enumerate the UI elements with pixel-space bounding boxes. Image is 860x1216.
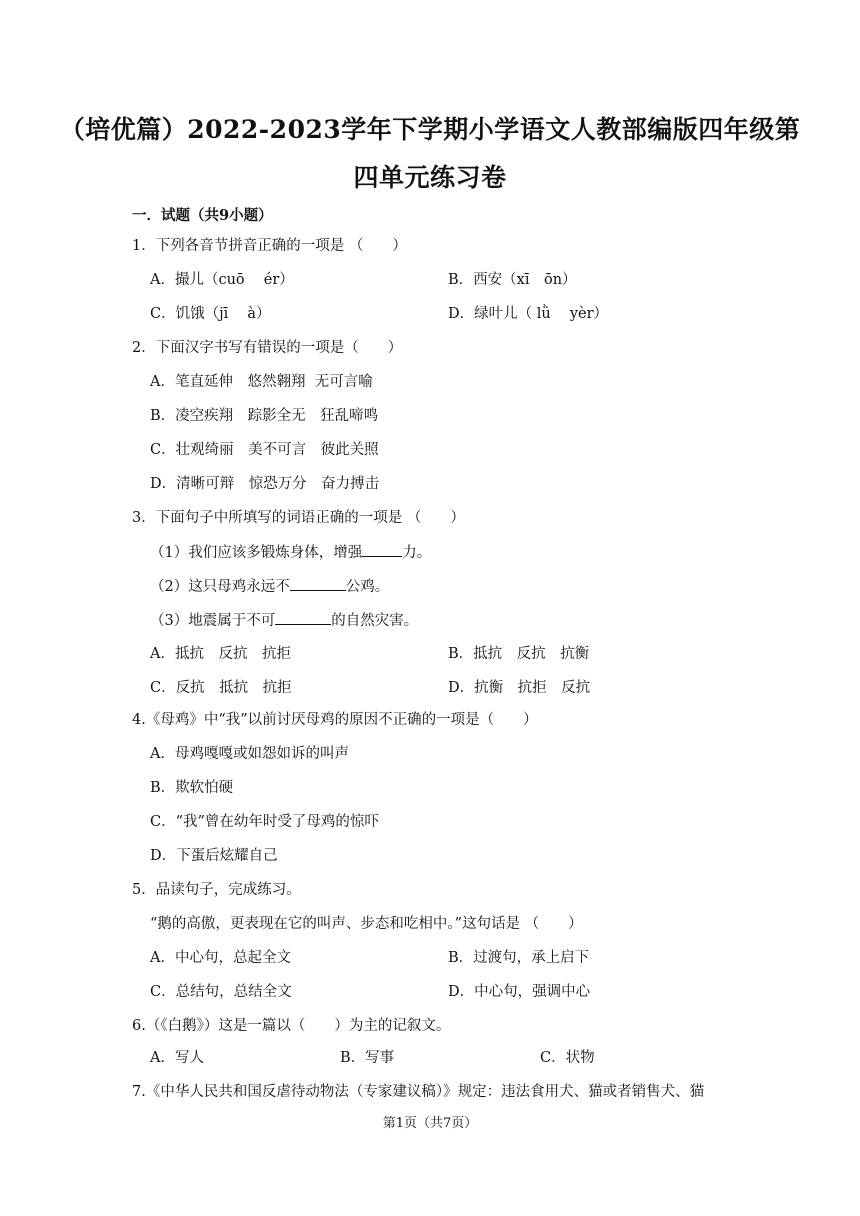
question-5-option-b: B．过渡句，承上启下: [448, 950, 590, 966]
question-3-sentence-1: [150, 542, 431, 563]
sentence-3-tail: 的自然灾害。: [331, 613, 419, 629]
section-heading: 一．试题（共9小题）: [132, 207, 273, 224]
question-5-stem: 5．品读句子，完成练习。: [132, 882, 301, 898]
sentence-1-text: （1）我们应该多锻炼身体，增强: [150, 545, 363, 561]
question-6-option-b: B．写事: [340, 1050, 395, 1066]
question-4-option-d: D．下蛋后炫耀自己: [150, 848, 278, 864]
question-2-option-d: D．清晰可辩 惊恐万分 奋力搏击: [150, 476, 380, 492]
question-3-sentence-2: [150, 576, 389, 597]
question-1-option-b: B．西安（xī ōn）: [448, 272, 577, 288]
question-3-option-d: D．抗衡 抗拒 反抗: [448, 680, 591, 696]
question-2-stem: 2．下面汉字书写有错误的一项是（ ）: [132, 340, 403, 356]
question-5-option-d: D．中心句，强调中心: [448, 984, 591, 1000]
question-1-option-d: D．绿叶儿（ lǜ yèr）: [448, 306, 609, 322]
question-3-option-c: C．反抗 抵抗 抗拒: [150, 680, 292, 696]
question-1-stem: 1．下列各音节拼音正确的一项是 （ ）: [132, 238, 407, 254]
question-6-option-c: C．状物: [540, 1050, 595, 1066]
question-3-option-a: A．抵抗 反抗 抗拒: [150, 646, 291, 662]
question-1-option-a: A．撮儿（cuō ér）: [150, 272, 294, 288]
question-6-stem: 6.（《白鹅》）这是一篇以（ ）为主的记叙文。: [132, 1018, 451, 1034]
question-2-option-a: A．笔直延伸 悠然翱翔 无可言喻: [150, 374, 373, 390]
question-3-stem: 3．下面句子中所填写的词语正确的一项是 （ ）: [132, 510, 465, 526]
question-7-stem: 7.《中华人民共和国反虐待动物法（专家建议稿）》规定：违法食用犬、猫或者销售犬、猫: [132, 1084, 705, 1100]
fill-blank[interactable]: [290, 576, 346, 591]
question-5-option-c: C．总结句，总结全文: [150, 984, 292, 1000]
title-line-2: 四单元练习卷: [353, 163, 507, 192]
question-1-option-c: C．饥饿（jī à）: [150, 306, 271, 322]
question-6-option-a: A．写人: [150, 1050, 204, 1066]
fill-blank[interactable]: [275, 610, 331, 625]
question-2-option-b: B．凌空疾翔 踪影全无 狂乱啼鸣: [150, 408, 379, 424]
sentence-1-tail: 力。: [402, 545, 432, 561]
question-3-option-b: B．抵抗 反抗 抗衡: [448, 646, 590, 662]
fill-blank[interactable]: [362, 542, 402, 557]
question-5-quote: “鹅的高傲，更表现在它的叫声、步态和吃相中。”这句话是 （ ）: [150, 916, 583, 932]
page-footer: 第1页（共7页）: [382, 1116, 478, 1131]
question-5-option-a: A．中心句，总起全文: [150, 950, 291, 966]
question-2-option-c: C．壮观绮丽 美不可言 彼此关照: [150, 442, 379, 458]
sentence-2-text: （2）这只母鸡永远不: [150, 579, 290, 595]
question-4-stem: 4.《母鸡》中“我”以前讨厌母鸡的原因不正确的一项是（ ）: [132, 712, 538, 728]
question-4-option-a: A．母鸡嘎嘎或如怨如诉的叫声: [150, 746, 349, 762]
sentence-2-tail: 公鸡。: [345, 579, 390, 595]
question-4-option-c: C．“我”曾在幼年时受了母鸡的惊吓: [150, 814, 379, 830]
question-3-sentence-3: [150, 610, 418, 631]
sentence-3-text: （3）地震属于不可: [150, 613, 276, 629]
question-4-option-b: B．欺软怕硬: [150, 780, 234, 796]
title-line-1: （培优篇）2022-2023学年下学期小学语文人教部编版四年级第: [59, 115, 801, 144]
